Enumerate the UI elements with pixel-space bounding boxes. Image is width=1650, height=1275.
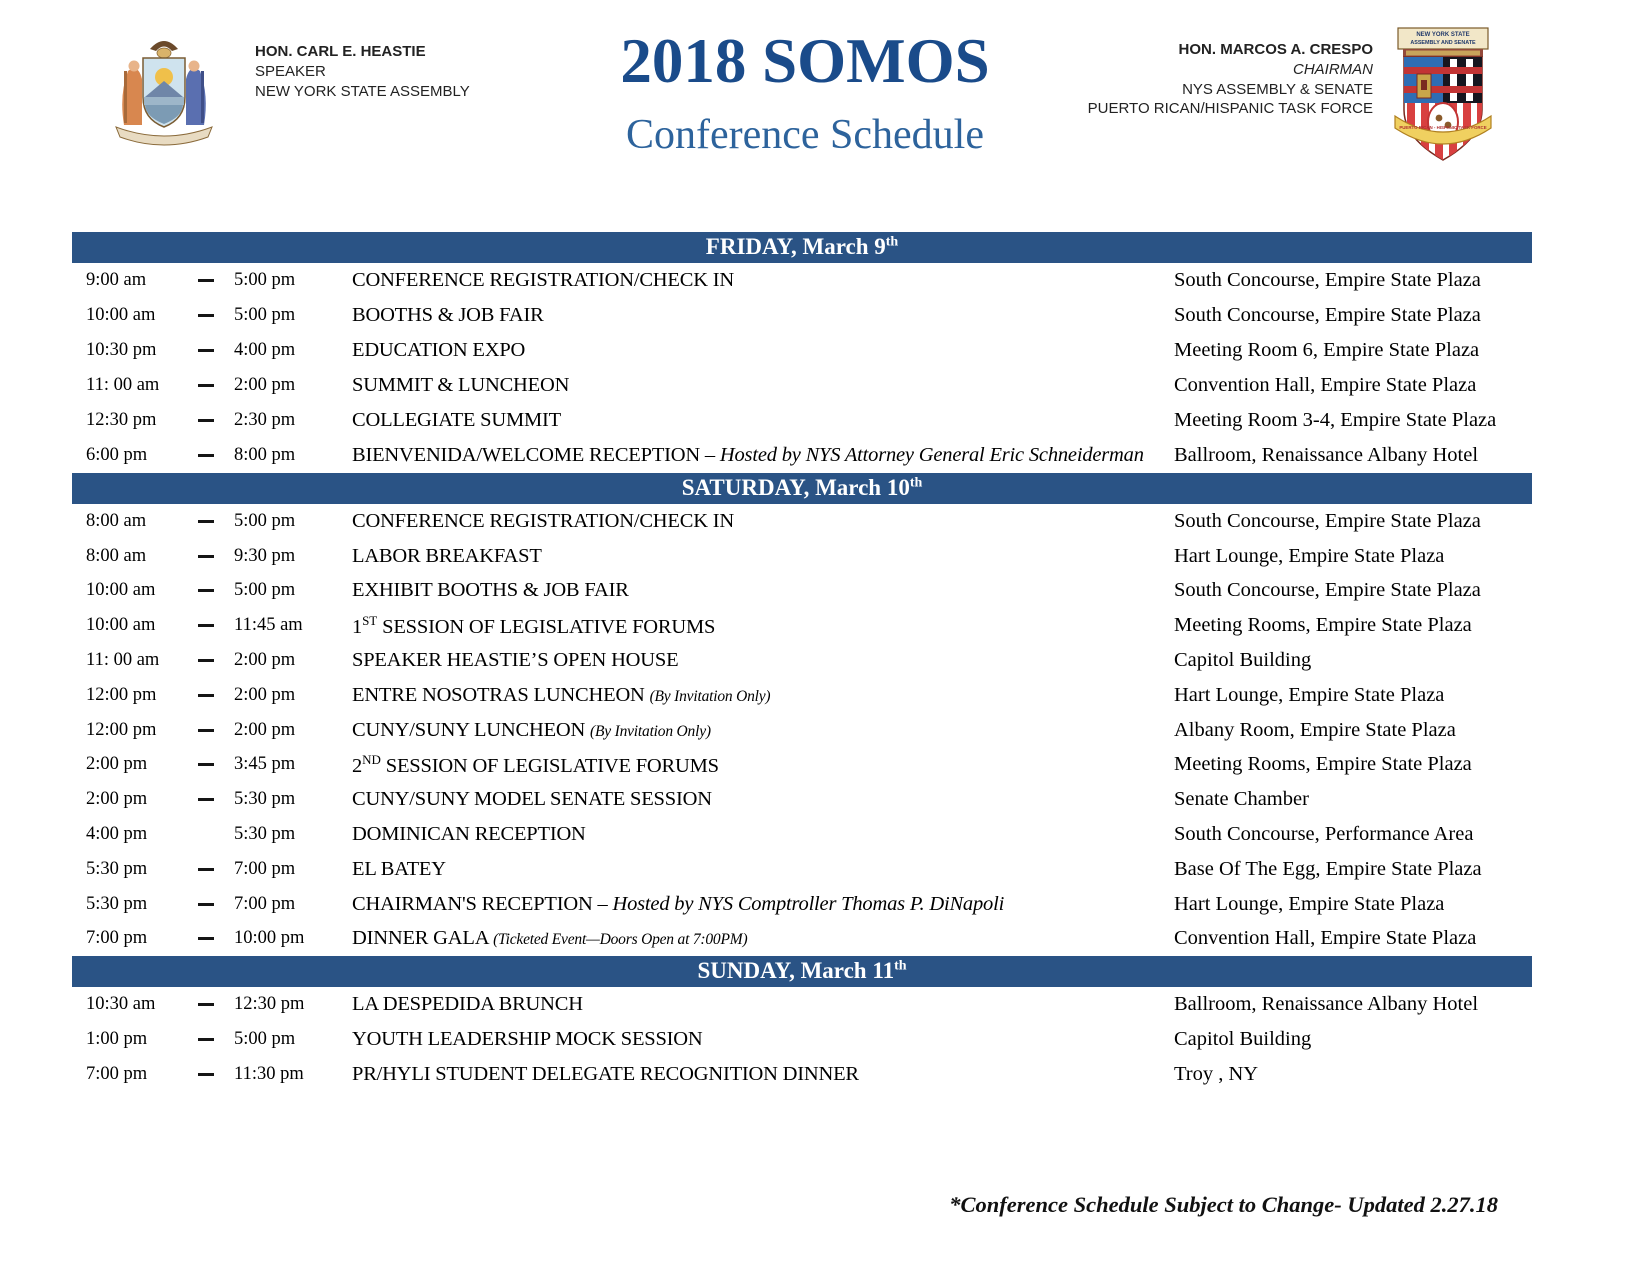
event-start-time: 11: 00 am — [86, 650, 160, 671]
time-range-dash — [198, 624, 234, 627]
nys-assembly-seal-icon — [98, 33, 230, 163]
event-location: Hart Lounge, Empire State Plaza — [1174, 892, 1445, 915]
event-end-time: 12:30 pm — [234, 994, 305, 1015]
event-name: BIENVENIDA/WELCOME RECEPTION – Hosted by NYS Attorney General Eric Schneiderman — [352, 444, 1144, 466]
event-start-time: 6:00 pm — [86, 445, 148, 465]
event-start-time: 5:30 pm — [86, 858, 148, 879]
event-end-time: 7:00 pm — [234, 893, 296, 914]
schedule-row — [72, 263, 1532, 298]
dash-icon — [198, 729, 214, 732]
schedule-row — [72, 539, 1532, 574]
event-name: ENTRE NOSOTRAS LUNCHEON (By Invitation Only) — [352, 683, 771, 706]
schedule-row — [72, 298, 1532, 333]
dash-icon — [198, 763, 214, 766]
time-range-dash — [198, 1003, 234, 1006]
time-range-dash — [198, 589, 234, 592]
event-location: Ballroom, Renaissance Albany Hotel — [1174, 993, 1479, 1016]
event-location: Hart Lounge, Empire State Plaza — [1174, 683, 1445, 706]
section-title: FRIDAY, March 9 — [705, 234, 886, 259]
dash-icon — [198, 659, 214, 662]
schedule-section — [72, 473, 1532, 956]
event-name: DINNER GALA (Ticketed Event—Doors Open at 7:00PM) — [352, 927, 748, 950]
schedule-row — [72, 713, 1532, 748]
chairman-role: CHAIRMAN — [1292, 60, 1373, 78]
event-name: SPEAKER HEASTIE’S OPEN HOUSE — [352, 649, 679, 672]
dash-icon — [198, 1073, 214, 1076]
event-name: 2ND SESSION OF LEGISLATIVE FORUMS — [352, 752, 719, 777]
event-location: South Concourse, Empire State Plaza — [1174, 509, 1481, 532]
event-location: South Concourse, Empire State Plaza — [1174, 304, 1481, 326]
time-range-dash — [198, 868, 234, 871]
schedule-row — [72, 574, 1532, 609]
event-start-time: 2:00 pm — [86, 754, 148, 775]
event-name: BOOTHS & JOB FAIR — [352, 304, 544, 326]
event-name: CUNY/SUNY LUNCHEON (By Invitation Only) — [352, 718, 711, 741]
event-location: South Concourse, Performance Area — [1174, 823, 1474, 846]
time-range-dash — [198, 937, 234, 940]
event-end-time: 10:00 pm — [234, 928, 305, 949]
event-location: Base Of The Egg, Empire State Plaza — [1174, 857, 1482, 880]
event-name: EL BATEY — [352, 857, 446, 880]
event-start-time: 10:00 am — [86, 305, 156, 325]
event-end-time: 5:30 pm — [234, 789, 296, 810]
event-end-time: 11:45 am — [234, 615, 303, 636]
dash-icon — [198, 798, 214, 801]
dash-icon — [198, 694, 214, 697]
event-end-time: 5:00 pm — [234, 270, 296, 290]
event-start-time: 10:00 am — [86, 580, 156, 601]
schedule-row — [72, 403, 1532, 438]
chairman-org1: NYS ASSEMBLY & SENATE — [1182, 80, 1373, 98]
event-name: CHAIRMAN'S RECEPTION – Hosted by NYS Comptroller Thomas P. DiNapoli — [352, 892, 1005, 915]
event-end-time: 2:00 pm — [234, 375, 296, 395]
time-range-dash — [198, 694, 234, 697]
event-end-time: 11:30 pm — [234, 1064, 304, 1085]
event-start-time: 11: 00 am — [86, 375, 160, 395]
speaker-name: HON. CARL E. HEASTIE — [255, 43, 426, 60]
event-location: Albany Room, Empire State Plaza — [1174, 718, 1456, 741]
event-location: Troy , NY — [1174, 1063, 1259, 1086]
footer-note: *Conference Schedule Subject to Change- Updated 2.27.18 — [949, 1192, 1498, 1217]
section-title-ordinal: th — [894, 958, 907, 974]
dash-icon — [198, 454, 214, 457]
event-end-time: 2:30 pm — [234, 410, 296, 430]
event-location: Convention Hall, Empire State Plaza — [1174, 374, 1477, 396]
event-location: Ballroom, Renaissance Albany Hotel — [1174, 444, 1479, 466]
event-end-time: 3:45 pm — [234, 754, 296, 775]
dash-icon — [198, 868, 214, 871]
event-start-time: 12:00 pm — [86, 719, 157, 740]
dash-icon — [198, 279, 214, 282]
event-end-time: 9:30 pm — [234, 545, 296, 566]
time-range-dash — [198, 555, 234, 558]
schedule-section — [72, 956, 1532, 1092]
dash-icon — [198, 349, 214, 352]
event-name: LA DESPEDIDA BRUNCH — [352, 993, 583, 1016]
event-name: PR/HYLI STUDENT DELEGATE RECOGNITION DINNER — [352, 1063, 859, 1086]
event-name: EXHIBIT BOOTHS & JOB FAIR — [352, 579, 629, 602]
event-name: EDUCATION EXPO — [352, 339, 526, 361]
event-name: CONFERENCE REGISTRATION/CHECK IN — [352, 269, 734, 291]
schedule-row — [72, 782, 1532, 817]
chairman-heading — [1088, 40, 1373, 119]
schedule-row — [72, 504, 1532, 539]
speaker-org: NEW YORK STATE ASSEMBLY — [255, 82, 470, 100]
event-end-time: 5:30 pm — [234, 824, 296, 845]
event-start-time: 7:00 pm — [86, 1064, 148, 1085]
event-location: South Concourse, Empire State Plaza — [1174, 579, 1481, 602]
event-location: Hart Lounge, Empire State Plaza — [1174, 544, 1445, 567]
event-location: Meeting Rooms, Empire State Plaza — [1174, 753, 1472, 776]
event-name: DOMINICAN RECEPTION — [352, 823, 586, 846]
event-location: South Concourse, Empire State Plaza — [1174, 269, 1481, 291]
time-range-dash — [198, 279, 234, 282]
time-range-dash — [198, 520, 234, 523]
event-start-time: 12:00 pm — [86, 684, 157, 705]
section-header — [72, 956, 1532, 987]
event-end-time: 2:00 pm — [234, 650, 296, 671]
schedule-row — [72, 922, 1532, 957]
dash-icon — [198, 903, 214, 906]
schedule-row — [72, 333, 1532, 368]
event-location: Convention Hall, Empire State Plaza — [1174, 927, 1477, 950]
schedule-row — [72, 887, 1532, 922]
event-start-time: 4:00 pm — [86, 824, 148, 845]
event-name: CUNY/SUNY MODEL SENATE SESSION — [352, 788, 712, 811]
event-name: CONFERENCE REGISTRATION/CHECK IN — [352, 509, 734, 532]
dash-icon — [198, 1038, 214, 1041]
event-end-time: 5:00 pm — [234, 510, 296, 531]
section-title-ordinal: th — [909, 475, 923, 491]
time-range-dash — [198, 1073, 234, 1076]
schedule — [72, 232, 1532, 1092]
event-end-time: 5:00 pm — [234, 580, 296, 601]
time-range-dash — [198, 454, 234, 457]
svg-text:NEW YORK STATE: NEW YORK STATE — [1416, 32, 1470, 38]
event-end-time: 5:00 pm — [234, 1029, 296, 1050]
event-start-time: 12:30 pm — [86, 410, 157, 430]
page-title: 2018 SOMOS — [620, 26, 990, 96]
event-name: 1ST SESSION OF LEGISLATIVE FORUMS — [352, 612, 716, 638]
dash-icon — [198, 589, 214, 592]
event-start-time: 9:00 am — [86, 270, 147, 290]
event-location: Capitol Building — [1174, 649, 1312, 672]
dash-icon — [198, 520, 214, 523]
dash-icon — [198, 314, 214, 317]
schedule-row — [72, 438, 1532, 473]
event-start-time: 8:00 am — [86, 545, 147, 566]
event-end-time: 2:00 pm — [234, 684, 296, 705]
time-range-dash — [198, 314, 234, 317]
title-block — [500, 26, 1110, 159]
event-end-time: 2:00 pm — [234, 719, 296, 740]
event-end-time: 4:00 pm — [234, 340, 296, 360]
time-range-dash — [198, 659, 234, 662]
time-range-dash — [198, 763, 234, 766]
event-start-time: 10:30 am — [86, 994, 156, 1015]
event-location: Senate Chamber — [1174, 788, 1309, 811]
event-start-time: 8:00 am — [86, 510, 147, 531]
event-location: Meeting Room 6, Empire State Plaza — [1174, 339, 1480, 361]
section-title: SATURDAY, March 10 — [681, 475, 910, 500]
schedule-row — [72, 608, 1532, 643]
event-end-time: 8:00 pm — [234, 445, 296, 465]
time-range-dash — [198, 903, 234, 906]
time-range-dash — [198, 729, 234, 732]
schedule-row — [72, 748, 1532, 783]
dash-icon — [198, 384, 214, 387]
dash-icon — [198, 1003, 214, 1006]
event-location: Meeting Room 3-4, Empire State Plaza — [1174, 409, 1497, 431]
section-header — [72, 232, 1532, 263]
schedule-row — [72, 1022, 1532, 1057]
dash-icon — [198, 555, 214, 558]
event-name: YOUTH LEADERSHIP MOCK SESSION — [352, 1028, 703, 1051]
schedule-row — [72, 987, 1532, 1022]
time-range-dash — [198, 798, 234, 801]
event-start-time: 10:00 am — [86, 615, 156, 636]
schedule-section — [72, 232, 1532, 473]
schedule-row — [72, 1057, 1532, 1092]
section-header — [72, 473, 1532, 504]
event-end-time: 5:00 pm — [234, 305, 296, 325]
time-range-dash — [198, 349, 234, 352]
schedule-row — [72, 643, 1532, 678]
event-name: COLLEGIATE SUMMIT — [352, 409, 561, 431]
speaker-heading — [255, 42, 470, 101]
chairman-org2: PUERTO RICAN/HISPANIC TASK FORCE — [1087, 100, 1373, 118]
time-range-dash — [198, 1038, 234, 1041]
chairman-name: HON. MARCOS A. CRESPO — [1178, 41, 1373, 58]
time-range-dash — [198, 384, 234, 387]
event-location: Capitol Building — [1174, 1028, 1312, 1051]
event-start-time: 2:00 pm — [86, 789, 148, 810]
time-range-dash — [198, 419, 234, 422]
event-start-time: 7:00 pm — [86, 928, 148, 949]
event-start-time: 5:30 pm — [86, 893, 148, 914]
event-location: Meeting Rooms, Empire State Plaza — [1174, 614, 1472, 637]
event-start-time: 1:00 pm — [86, 1029, 148, 1050]
page-subtitle: Conference Schedule — [625, 112, 984, 159]
schedule-row — [72, 817, 1532, 852]
svg-text:PUERTO RICAN - HISPANIC TASK F: PUERTO RICAN - HISPANIC TASK FORCE — [1399, 125, 1487, 130]
schedule-row — [72, 678, 1532, 713]
dash-icon — [198, 624, 214, 627]
speaker-title: SPEAKER — [255, 62, 326, 80]
svg-text:ASSEMBLY AND SENATE: ASSEMBLY AND SENATE — [1410, 40, 1476, 46]
section-title-ordinal: th — [885, 234, 899, 250]
event-start-time: 10:30 pm — [86, 340, 157, 360]
event-name: SUMMIT & LUNCHEON — [352, 374, 570, 396]
event-end-time: 7:00 pm — [234, 858, 296, 879]
dash-icon — [198, 419, 214, 422]
task-force-crest-icon — [1390, 26, 1496, 172]
schedule-row — [72, 368, 1532, 403]
section-title: SUNDAY, March 11 — [697, 958, 895, 984]
dash-icon — [198, 937, 214, 940]
schedule-row — [72, 852, 1532, 887]
event-name: LABOR BREAKFAST — [352, 544, 542, 567]
